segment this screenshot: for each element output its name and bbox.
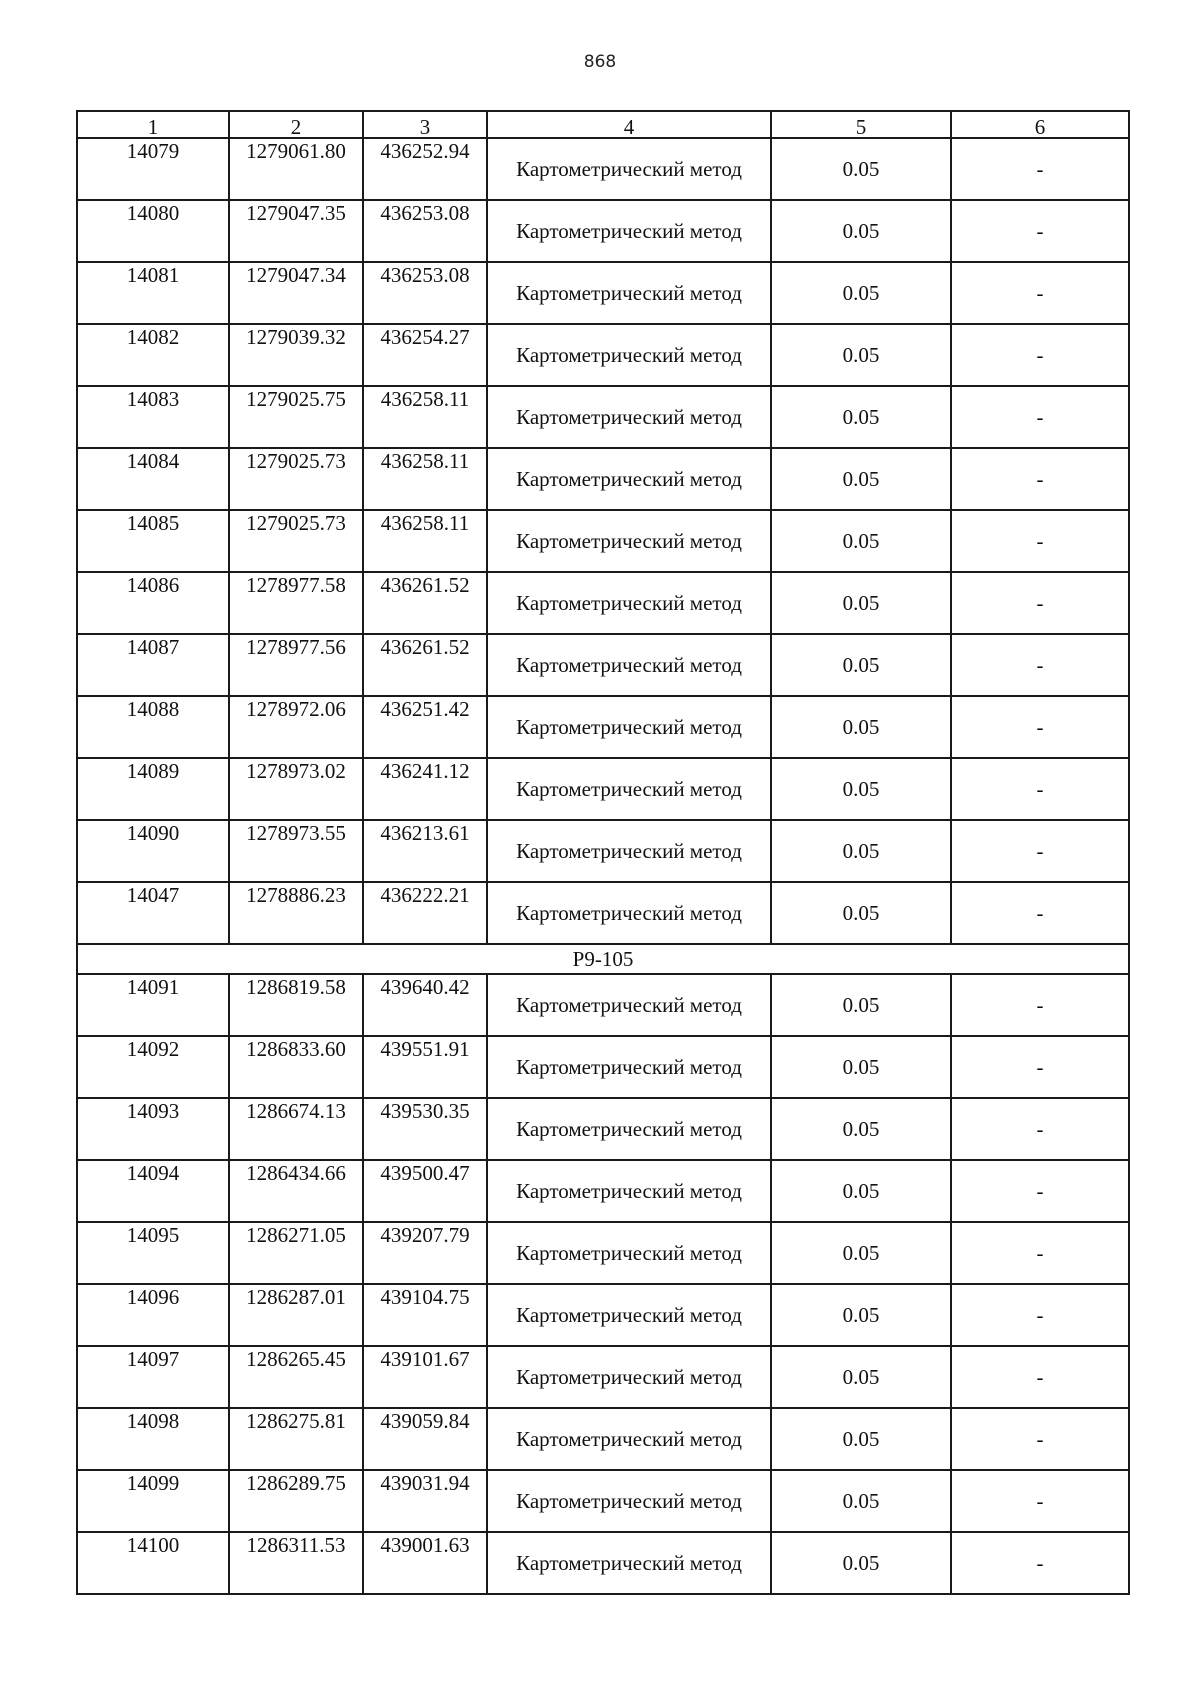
point-id-cell: 14095 [77,1222,229,1284]
note-cell: - [951,1098,1129,1160]
error-cell: 0.05 [771,262,951,324]
y-coordinate-cell: 436252.94 [363,138,487,200]
method-cell: Картометрический метод [487,882,771,944]
y-coordinate-cell: 436261.52 [363,634,487,696]
method-cell: Картометрический метод [487,572,771,634]
point-id-cell: 14100 [77,1532,229,1594]
x-coordinate-cell: 1286434.66 [229,1160,363,1222]
method-cell: Картометрический метод [487,820,771,882]
method-cell: Картометрический метод [487,138,771,200]
note-cell: - [951,386,1129,448]
note-cell: - [951,1408,1129,1470]
method-cell: Картометрический метод [487,1470,771,1532]
method-cell: Картометрический метод [487,1098,771,1160]
point-id-cell: 14093 [77,1098,229,1160]
x-coordinate-cell: 1279039.32 [229,324,363,386]
note-cell: - [951,1160,1129,1222]
y-coordinate-cell: 436213.61 [363,820,487,882]
point-id-cell: 14081 [77,262,229,324]
table-row [77,1408,1129,1470]
y-coordinate-cell: 439207.79 [363,1222,487,1284]
note-cell: - [951,634,1129,696]
column-header: 1 [77,111,229,138]
x-coordinate-cell: 1278977.56 [229,634,363,696]
note-cell: - [951,1346,1129,1408]
x-coordinate-cell: 1286289.75 [229,1470,363,1532]
table-row [77,572,1129,634]
x-coordinate-cell: 1286271.05 [229,1222,363,1284]
y-coordinate-cell: 439059.84 [363,1408,487,1470]
table-row [77,696,1129,758]
point-id-cell: 14086 [77,572,229,634]
coordinates-table [76,110,1130,1595]
y-coordinate-cell: 439031.94 [363,1470,487,1532]
header-row [77,111,1129,138]
error-cell: 0.05 [771,1470,951,1532]
y-coordinate-cell: 436258.11 [363,510,487,572]
method-cell: Картометрический метод [487,1222,771,1284]
error-cell: 0.05 [771,1532,951,1594]
y-coordinate-cell: 439101.67 [363,1346,487,1408]
table-row [77,1160,1129,1222]
point-id-cell: 14094 [77,1160,229,1222]
table-row [77,1532,1129,1594]
method-cell: Картометрический метод [487,696,771,758]
y-coordinate-cell: 439500.47 [363,1160,487,1222]
y-coordinate-cell: 439104.75 [363,1284,487,1346]
section-label: Р9-105 [77,944,1129,974]
x-coordinate-cell: 1278977.58 [229,572,363,634]
error-cell: 0.05 [771,324,951,386]
error-cell: 0.05 [771,882,951,944]
note-cell: - [951,572,1129,634]
note-cell: - [951,138,1129,200]
y-coordinate-cell: 436253.08 [363,200,487,262]
x-coordinate-cell: 1278972.06 [229,696,363,758]
method-cell: Картометрический метод [487,386,771,448]
point-id-cell: 14088 [77,696,229,758]
error-cell: 0.05 [771,138,951,200]
note-cell: - [951,882,1129,944]
table-row [77,1470,1129,1532]
method-cell: Картометрический метод [487,510,771,572]
y-coordinate-cell: 436254.27 [363,324,487,386]
table-row [77,200,1129,262]
method-cell: Картометрический метод [487,1408,771,1470]
error-cell: 0.05 [771,1284,951,1346]
note-cell: - [951,200,1129,262]
column-header: 3 [363,111,487,138]
point-id-cell: 14097 [77,1346,229,1408]
note-cell: - [951,510,1129,572]
error-cell: 0.05 [771,820,951,882]
x-coordinate-cell: 1278886.23 [229,882,363,944]
y-coordinate-cell: 439530.35 [363,1098,487,1160]
table-row [77,262,1129,324]
x-coordinate-cell: 1286311.53 [229,1532,363,1594]
x-coordinate-cell: 1278973.55 [229,820,363,882]
method-cell: Картометрический метод [487,1532,771,1594]
error-cell: 0.05 [771,634,951,696]
y-coordinate-cell: 439551.91 [363,1036,487,1098]
point-id-cell: 14080 [77,200,229,262]
table-row [77,974,1129,1036]
point-id-cell: 14089 [77,758,229,820]
table-row [77,1346,1129,1408]
note-cell: - [951,820,1129,882]
y-coordinate-cell: 439001.63 [363,1532,487,1594]
page-number: 868 [583,52,617,72]
table-row [77,138,1129,200]
point-id-cell: 14079 [77,138,229,200]
method-cell: Картометрический метод [487,634,771,696]
method-cell: Картометрический метод [487,324,771,386]
table-row [77,1222,1129,1284]
error-cell: 0.05 [771,386,951,448]
y-coordinate-cell: 436241.12 [363,758,487,820]
point-id-cell: 14092 [77,1036,229,1098]
point-id-cell: 14084 [77,448,229,510]
y-coordinate-cell: 436253.08 [363,262,487,324]
point-id-cell: 14099 [77,1470,229,1532]
note-cell: - [951,1284,1129,1346]
note-cell: - [951,696,1129,758]
error-cell: 0.05 [771,1222,951,1284]
table-row [77,758,1129,820]
note-cell: - [951,1532,1129,1594]
note-cell: - [951,974,1129,1036]
note-cell: - [951,758,1129,820]
note-cell: - [951,1222,1129,1284]
error-cell: 0.05 [771,1346,951,1408]
point-id-cell: 14085 [77,510,229,572]
error-cell: 0.05 [771,696,951,758]
point-id-cell: 14047 [77,882,229,944]
note-cell: - [951,448,1129,510]
x-coordinate-cell: 1286275.81 [229,1408,363,1470]
error-cell: 0.05 [771,448,951,510]
method-cell: Картометрический метод [487,974,771,1036]
point-id-cell: 14091 [77,974,229,1036]
table-row [77,634,1129,696]
table-row [77,1284,1129,1346]
x-coordinate-cell: 1279061.80 [229,138,363,200]
method-cell: Картометрический метод [487,448,771,510]
table-row [77,324,1129,386]
method-cell: Картометрический метод [487,758,771,820]
error-cell: 0.05 [771,974,951,1036]
method-cell: Картометрический метод [487,262,771,324]
section-row [77,944,1129,974]
x-coordinate-cell: 1279025.75 [229,386,363,448]
method-cell: Картометрический метод [487,1160,771,1222]
column-header: 5 [771,111,951,138]
error-cell: 0.05 [771,1098,951,1160]
error-cell: 0.05 [771,1036,951,1098]
y-coordinate-cell: 439640.42 [363,974,487,1036]
x-coordinate-cell: 1279047.34 [229,262,363,324]
x-coordinate-cell: 1279025.73 [229,448,363,510]
column-header: 6 [951,111,1129,138]
table-row [77,510,1129,572]
x-coordinate-cell: 1278973.02 [229,758,363,820]
x-coordinate-cell: 1279025.73 [229,510,363,572]
table-row [77,448,1129,510]
x-coordinate-cell: 1286819.58 [229,974,363,1036]
error-cell: 0.05 [771,1408,951,1470]
point-id-cell: 14087 [77,634,229,696]
table-row [77,1098,1129,1160]
y-coordinate-cell: 436258.11 [363,448,487,510]
method-cell: Картометрический метод [487,1284,771,1346]
x-coordinate-cell: 1286287.01 [229,1284,363,1346]
point-id-cell: 14096 [77,1284,229,1346]
x-coordinate-cell: 1286265.45 [229,1346,363,1408]
error-cell: 0.05 [771,1160,951,1222]
y-coordinate-cell: 436222.21 [363,882,487,944]
table-row [77,820,1129,882]
table-row [77,882,1129,944]
method-cell: Картометрический метод [487,200,771,262]
method-cell: Картометрический метод [487,1346,771,1408]
table-row [77,1036,1129,1098]
x-coordinate-cell: 1286833.60 [229,1036,363,1098]
y-coordinate-cell: 436258.11 [363,386,487,448]
error-cell: 0.05 [771,200,951,262]
column-header: 4 [487,111,771,138]
error-cell: 0.05 [771,758,951,820]
column-header: 2 [229,111,363,138]
note-cell: - [951,262,1129,324]
point-id-cell: 14090 [77,820,229,882]
y-coordinate-cell: 436251.42 [363,696,487,758]
note-cell: - [951,1470,1129,1532]
note-cell: - [951,324,1129,386]
error-cell: 0.05 [771,510,951,572]
x-coordinate-cell: 1286674.13 [229,1098,363,1160]
table-row [77,386,1129,448]
point-id-cell: 14082 [77,324,229,386]
note-cell: - [951,1036,1129,1098]
point-id-cell: 14083 [77,386,229,448]
x-coordinate-cell: 1279047.35 [229,200,363,262]
point-id-cell: 14098 [77,1408,229,1470]
y-coordinate-cell: 436261.52 [363,572,487,634]
error-cell: 0.05 [771,572,951,634]
method-cell: Картометрический метод [487,1036,771,1098]
